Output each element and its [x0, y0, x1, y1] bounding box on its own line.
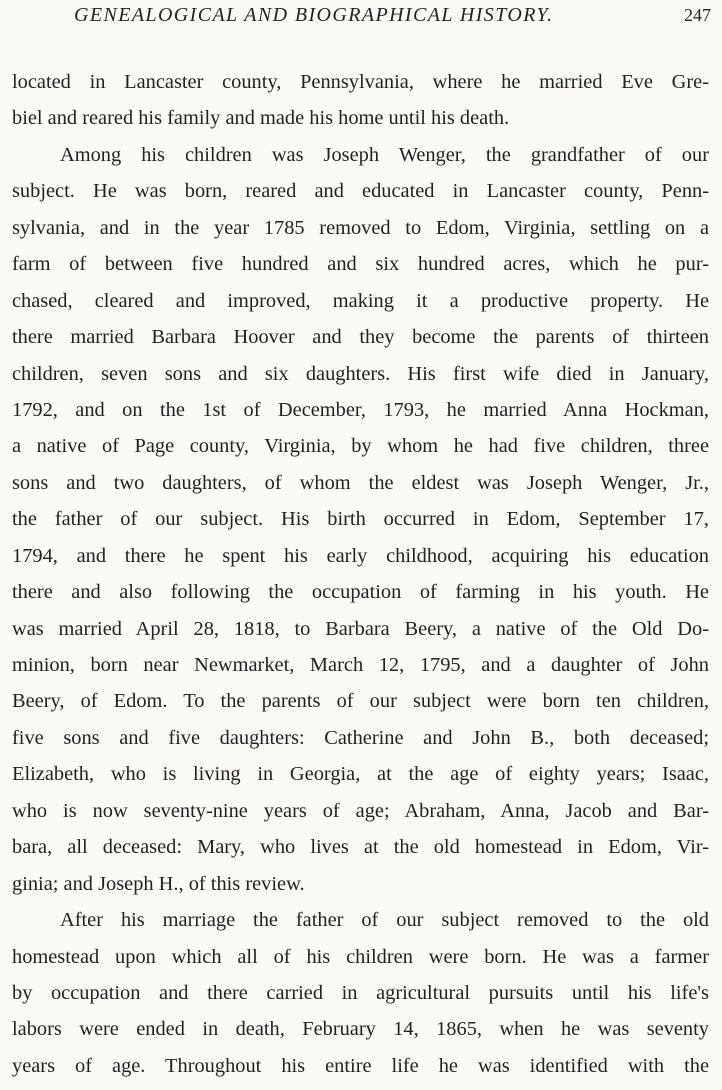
text-line: bara, all deceased: Mary, who lives at the old homestead in Edom, Vir- — [12, 836, 709, 859]
text-line: biel and reared his family and made his home until his death. — [12, 107, 510, 130]
page-number: 247 — [684, 5, 711, 25]
text-line: who is now seventy-nine years of age; Abraham, Anna, Jacob and Bar- — [12, 799, 709, 822]
page-header — [0, 4, 722, 30]
text-line: Beery, of Edom. To the parents of our subject were born ten children, — [12, 690, 709, 713]
running-head: GENEALOGICAL AND BIOGRAPHICAL HISTORY. — [74, 4, 554, 26]
text-line: years of age. Throughout his entire life he was identified with the — [12, 1054, 709, 1077]
text-line: was married April 28, 1818, to Barbara Beery, a native of the Old Do- — [12, 617, 709, 640]
text-line: a native of Page county, Virginia, by whom he had five children, three — [12, 435, 709, 458]
text-line: labors were ended in death, February 14, 1865, when he was seventy — [12, 1018, 709, 1041]
text-line: five sons and five daughters: Catherine and John B., both deceased; — [12, 726, 709, 749]
text-line: minion, born near Newmarket, March 12, 1795, and a daughter of John — [12, 654, 709, 676]
text-line: homestead upon which all of his children were born. He was a farmer — [12, 945, 709, 968]
text-line: chased, cleared and improved, making it a productive property. He — [12, 289, 709, 312]
text-line: Among his children was Joseph Wenger, the grandfather of our — [60, 143, 709, 166]
text-line: 1794, and there he spent his early childhood, acquiring his education — [12, 544, 709, 567]
text-line: sylvania, and in the year 1785 removed to Edom, Virginia, settling on a — [12, 216, 709, 239]
text-line: there married Barbara Hoover and they become the parents of thirteen — [12, 326, 709, 349]
text-line: sons and two daughters, of whom the eldest was Joseph Wenger, Jr., — [12, 471, 709, 494]
text-line: by occupation and there carried in agricultural pursuits until his life's — [12, 981, 709, 1004]
text-line: Elizabeth, who is living in Georgia, at the age of eighty years; Isaac, — [12, 763, 709, 786]
text-line: children, seven sons and six daughters. His first wife died in January, — [12, 362, 709, 385]
text-line: the father of our subject. His birth occurred in Edom, September 17, — [12, 508, 709, 531]
text-line: there and also following the occupation of farming in his youth. He — [12, 581, 709, 604]
text-line: After his marriage the father of our subject removed to the old — [60, 909, 709, 932]
text-line: ginia; and Joseph H., of this review. — [12, 872, 305, 895]
body-text — [12, 64, 709, 1084]
text-line: 1792, and on the 1st of December, 1793, he married Anna Hockman, — [12, 398, 709, 421]
text-line: farm of between five hundred and six hundred acres, which he pur- — [12, 253, 709, 276]
text-line: subject. He was born, reared and educated in Lancaster county, Penn- — [12, 180, 709, 203]
text-line: located in Lancaster county, Pennsylvania, where he married Eve Gre- — [12, 71, 709, 93]
